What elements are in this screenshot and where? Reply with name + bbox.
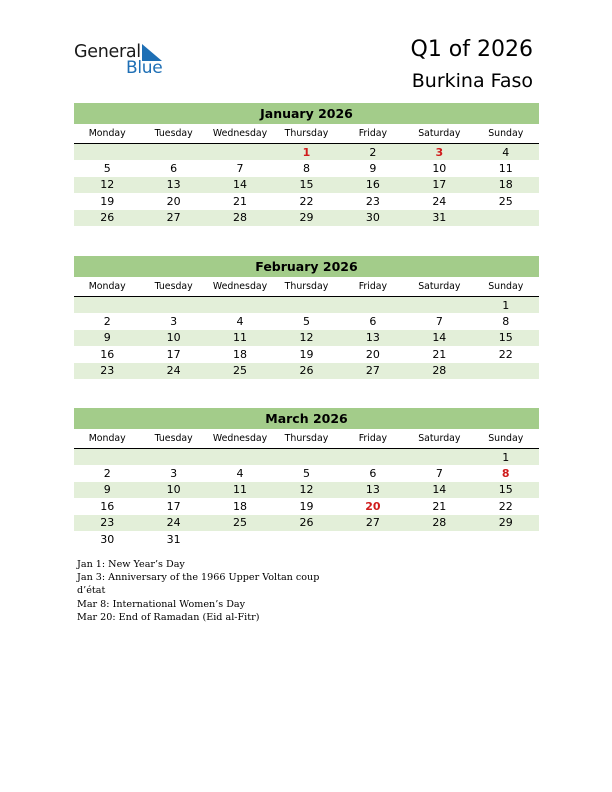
day-cell[interactable]: 13 xyxy=(166,178,181,192)
day-cell[interactable]: 11 xyxy=(233,331,248,345)
day-cell[interactable]: 3 xyxy=(170,315,178,329)
day-cell[interactable]: 12 xyxy=(100,178,115,192)
day-cell[interactable]: 6 xyxy=(369,467,377,481)
weekday-label: Saturday xyxy=(418,433,461,444)
day-cell[interactable]: 7 xyxy=(435,315,443,329)
day-cell[interactable]: 2 xyxy=(369,145,377,159)
weekday-label: Saturday xyxy=(418,281,461,292)
holiday-day-cell[interactable]: 1 xyxy=(302,145,311,159)
holiday-day-cell[interactable]: 20 xyxy=(365,499,381,513)
day-cell[interactable]: 30 xyxy=(100,532,115,546)
week-row xyxy=(74,515,539,531)
day-cell[interactable]: 22 xyxy=(299,194,314,208)
day-cell[interactable]: 12 xyxy=(299,331,314,345)
weekday-label: Saturday xyxy=(418,128,461,139)
holiday-note: Mar 20: End of Ramadan (Eid al-Fitr) xyxy=(77,611,260,623)
day-cell[interactable]: 18 xyxy=(233,499,248,513)
holiday-day-cell[interactable]: 8 xyxy=(501,467,510,481)
day-cell[interactable]: 25 xyxy=(233,516,248,530)
day-cell[interactable]: 27 xyxy=(365,364,380,378)
day-cell[interactable]: 9 xyxy=(103,331,111,345)
day-cell[interactable]: 18 xyxy=(498,178,513,192)
week-row xyxy=(74,498,539,514)
day-cell[interactable]: 31 xyxy=(432,211,447,225)
day-cell[interactable]: 18 xyxy=(233,347,248,361)
day-cell[interactable]: 24 xyxy=(432,194,447,208)
day-cell[interactable]: 30 xyxy=(365,211,380,225)
month-title: March 2026 xyxy=(74,408,539,429)
day-cell[interactable]: 20 xyxy=(166,194,181,208)
day-cell[interactable]: 8 xyxy=(302,162,310,176)
weekday-label: Tuesday xyxy=(154,128,193,139)
day-cell[interactable]: 17 xyxy=(432,178,447,192)
day-cell[interactable]: 2 xyxy=(103,315,111,329)
day-cell[interactable]: 6 xyxy=(369,315,377,329)
weekday-label: Wednesday xyxy=(212,433,268,444)
week-row xyxy=(74,346,539,362)
day-cell[interactable]: 15 xyxy=(498,483,513,497)
day-cell[interactable]: 22 xyxy=(498,499,513,513)
holiday-notes xyxy=(77,558,319,624)
weekday-label: Friday xyxy=(358,433,388,444)
day-cell[interactable]: 9 xyxy=(369,162,377,176)
week-row xyxy=(74,313,539,329)
day-cell[interactable]: 19 xyxy=(100,194,115,208)
weekday-label: Tuesday xyxy=(154,281,193,292)
weekday-label: Thursday xyxy=(284,128,329,139)
weekday-label: Thursday xyxy=(284,281,329,292)
day-cell[interactable]: 15 xyxy=(299,178,314,192)
holiday-day-cell[interactable]: 3 xyxy=(435,145,444,159)
weekday-header-row xyxy=(74,124,539,144)
day-cell[interactable]: 6 xyxy=(170,162,178,176)
week-row xyxy=(74,465,539,481)
day-cell[interactable]: 27 xyxy=(365,516,380,530)
day-cell[interactable]: 22 xyxy=(498,347,513,361)
generalblue-logo[interactable] xyxy=(74,42,174,78)
weekday-label: Wednesday xyxy=(212,281,268,292)
day-cell[interactable]: 4 xyxy=(502,145,510,159)
week-rows xyxy=(74,449,539,547)
day-cell[interactable]: 26 xyxy=(100,211,115,225)
day-cell[interactable]: 5 xyxy=(302,467,310,481)
day-cell[interactable]: 1 xyxy=(502,450,510,464)
logo-general-text: General xyxy=(74,42,141,62)
weekday-header-row xyxy=(74,429,539,449)
day-cell[interactable]: 19 xyxy=(299,499,314,513)
weekday-label: Friday xyxy=(358,281,388,292)
day-cell[interactable]: 16 xyxy=(365,178,380,192)
day-cell[interactable]: 1 xyxy=(502,298,510,312)
day-cell[interactable]: 16 xyxy=(100,499,115,513)
day-cell[interactable]: 28 xyxy=(432,516,447,530)
week-row xyxy=(74,363,539,379)
week-rows xyxy=(74,297,539,379)
logo-blue-text: Blue xyxy=(126,58,163,78)
month-february xyxy=(74,256,539,379)
week-row xyxy=(74,177,539,193)
weekday-label: Thursday xyxy=(284,433,329,444)
weekday-label: Friday xyxy=(358,128,388,139)
day-cell[interactable]: 11 xyxy=(233,483,248,497)
day-cell[interactable]: 4 xyxy=(236,315,244,329)
day-cell[interactable]: 28 xyxy=(233,211,248,225)
week-row xyxy=(74,297,539,313)
weekday-header-row xyxy=(74,277,539,297)
day-cell[interactable]: 14 xyxy=(233,178,248,192)
day-cell[interactable]: 5 xyxy=(302,315,310,329)
day-cell[interactable]: 19 xyxy=(299,347,314,361)
week-row xyxy=(74,330,539,346)
page-title: Q1 of 2026 xyxy=(410,37,533,62)
day-cell[interactable]: 3 xyxy=(170,467,178,481)
week-rows xyxy=(74,144,539,226)
weekday-label: Sunday xyxy=(488,433,524,444)
week-row xyxy=(74,482,539,498)
holiday-note: Jan 3: Anniversary of the 1966 Upper Voltan coup xyxy=(77,572,320,584)
day-cell[interactable]: 14 xyxy=(432,331,447,345)
day-cell[interactable]: 29 xyxy=(498,516,513,530)
month-title: January 2026 xyxy=(74,103,539,124)
day-cell[interactable]: 26 xyxy=(299,516,314,530)
day-cell[interactable]: 23 xyxy=(100,364,115,378)
day-cell[interactable]: 10 xyxy=(166,483,181,497)
day-cell[interactable]: 12 xyxy=(299,483,314,497)
holiday-note: d’état xyxy=(77,585,106,597)
weekday-label: Tuesday xyxy=(154,433,193,444)
week-row xyxy=(74,531,539,547)
day-cell[interactable]: 17 xyxy=(166,347,181,361)
weekday-label: Monday xyxy=(88,128,126,139)
day-cell[interactable]: 13 xyxy=(365,483,380,497)
day-cell[interactable]: 15 xyxy=(498,331,513,345)
holiday-note: Mar 8: International Women’s Day xyxy=(77,598,246,610)
day-cell[interactable]: 21 xyxy=(233,194,248,208)
day-cell[interactable]: 26 xyxy=(299,364,314,378)
day-cell[interactable]: 31 xyxy=(166,532,181,546)
week-row xyxy=(74,144,539,160)
day-cell[interactable]: 10 xyxy=(432,162,447,176)
day-cell[interactable]: 7 xyxy=(435,467,443,481)
month-title: February 2026 xyxy=(74,256,539,277)
week-row xyxy=(74,449,539,465)
day-cell[interactable]: 23 xyxy=(365,194,380,208)
holiday-note: Jan 1: New Year’s Day xyxy=(77,559,185,570)
day-cell[interactable]: 14 xyxy=(432,483,447,497)
month-march xyxy=(74,408,539,547)
weekday-label: Monday xyxy=(88,281,126,292)
day-cell[interactable]: 4 xyxy=(236,467,244,481)
day-cell[interactable]: 11 xyxy=(498,162,513,176)
day-cell[interactable]: 17 xyxy=(166,499,181,513)
month-january xyxy=(74,103,539,226)
day-cell[interactable]: 28 xyxy=(432,364,447,378)
day-cell[interactable]: 21 xyxy=(432,499,447,513)
day-cell[interactable]: 5 xyxy=(103,162,111,176)
day-cell[interactable]: 9 xyxy=(103,483,111,497)
day-cell[interactable]: 21 xyxy=(432,347,447,361)
weekday-label: Sunday xyxy=(488,281,524,292)
day-cell[interactable]: 2 xyxy=(103,467,111,481)
week-row xyxy=(74,160,539,176)
day-cell[interactable]: 16 xyxy=(100,347,115,361)
day-cell[interactable]: 20 xyxy=(365,347,380,361)
day-cell[interactable]: 24 xyxy=(166,364,181,378)
day-cell[interactable]: 25 xyxy=(233,364,248,378)
weekday-label: Monday xyxy=(88,433,126,444)
day-cell[interactable]: 7 xyxy=(236,162,244,176)
weekday-label: Wednesday xyxy=(212,128,268,139)
week-row xyxy=(74,193,539,209)
day-cell[interactable]: 13 xyxy=(365,331,380,345)
week-row xyxy=(74,210,539,226)
day-cell[interactable]: 24 xyxy=(166,516,181,530)
country-name: Burkina Faso xyxy=(411,70,533,92)
day-cell[interactable]: 25 xyxy=(498,194,513,208)
day-cell[interactable]: 23 xyxy=(100,516,115,530)
day-cell[interactable]: 8 xyxy=(502,315,510,329)
day-cell[interactable]: 27 xyxy=(166,211,181,225)
weekday-label: Sunday xyxy=(488,128,524,139)
day-cell[interactable]: 10 xyxy=(166,331,181,345)
day-cell[interactable]: 29 xyxy=(299,211,314,225)
